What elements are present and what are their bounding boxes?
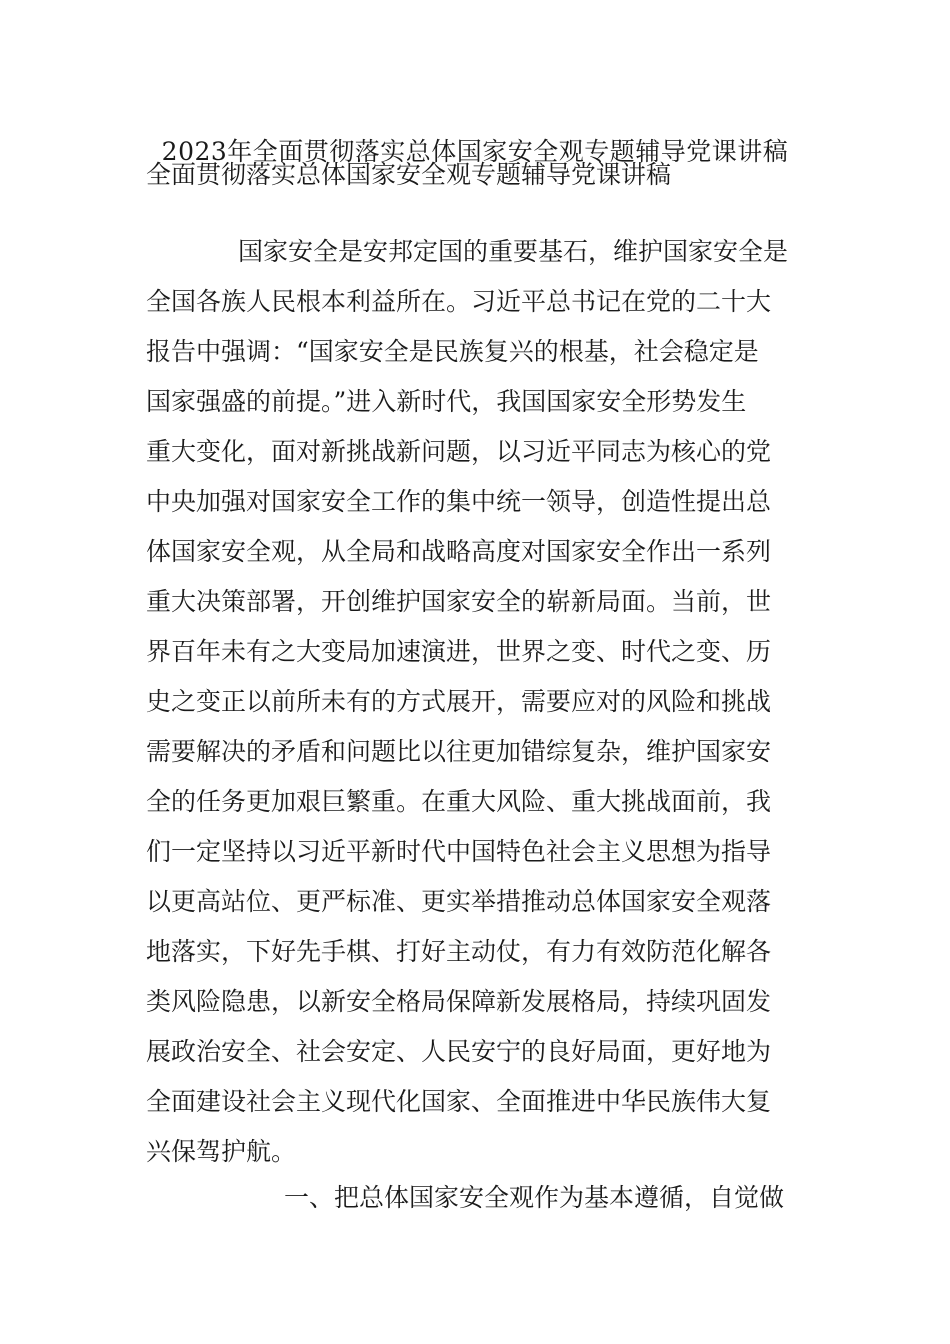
paragraph-intro [146, 227, 810, 1177]
paragraph-line: 全国各族人民根本利益所在。习近平总书记在党的二十大 [146, 287, 772, 316]
paragraph-line: 史之变正以前所未有的方式展开，需要应对的风险和挑战 [146, 687, 772, 716]
paragraph-line: 以更高站位、更严标准、更实举措推动总体国家安全观落 [146, 887, 772, 916]
paragraph-line: 国家安全是安邦定国的重要基石，维护国家安全是 [238, 237, 789, 266]
paragraph-line: 兴保驾护航。 [146, 1137, 297, 1166]
paragraph-line: 地落实，下好先手棋、打好主动仗，有力有效防范化解各 [146, 937, 772, 966]
document-title: 2023年全面贯彻落实总体国家安全观专题辅导党课讲稿 [161, 137, 789, 166]
paragraph-line: 报告中强调：“国家安全是民族复兴的根基，社会稳定是 [146, 337, 759, 366]
paragraph-line: 重大变化，面对新挑战新问题，以习近平同志为核心的党 [146, 437, 772, 466]
paragraph-line: 全面建设社会主义现代化国家、全面推进中华民族伟大复 [146, 1087, 772, 1116]
paragraph-line: 中央加强对国家安全工作的集中统一领导，创造性提出总 [146, 487, 772, 516]
paragraph-line: 界百年未有之大变局加速演进，世界之变、时代之变、历 [146, 637, 772, 666]
paragraph-line: 们一定坚持以习近平新时代中国特色社会主义思想为指导 [146, 837, 772, 866]
paragraph-line: 类风险隐患，以新安全格局保障新发展格局，持续巩固发 [146, 987, 772, 1016]
paragraph-line: 重大决策部署，开创维护国家安全的崭新局面。当前，世 [146, 587, 772, 616]
section-heading-1 [146, 1173, 810, 1223]
paragraph-line: 国家强盛的前提。”进入新时代，我国国家安全形势发生 [146, 387, 747, 416]
paragraph-line: 展政治安全、社会安定、人民安宁的良好局面，更好地为 [146, 1037, 772, 1066]
paragraph-line: 一、把总体国家安全观作为基本遵循，自觉做 [284, 1183, 785, 1212]
document-subtitle: 全面贯彻落实总体国家安全观专题辅导党课讲稿 [146, 160, 672, 189]
paragraph-line: 体国家安全观，从全局和战略高度对国家安全作出一系列 [146, 537, 772, 566]
paragraph-line: 全的任务更加艰巨繁重。在重大风险、重大挑战面前，我 [146, 787, 772, 816]
paragraph-line: 需要解决的矛盾和问题比以往更加错综复杂，维护国家安 [146, 737, 772, 766]
